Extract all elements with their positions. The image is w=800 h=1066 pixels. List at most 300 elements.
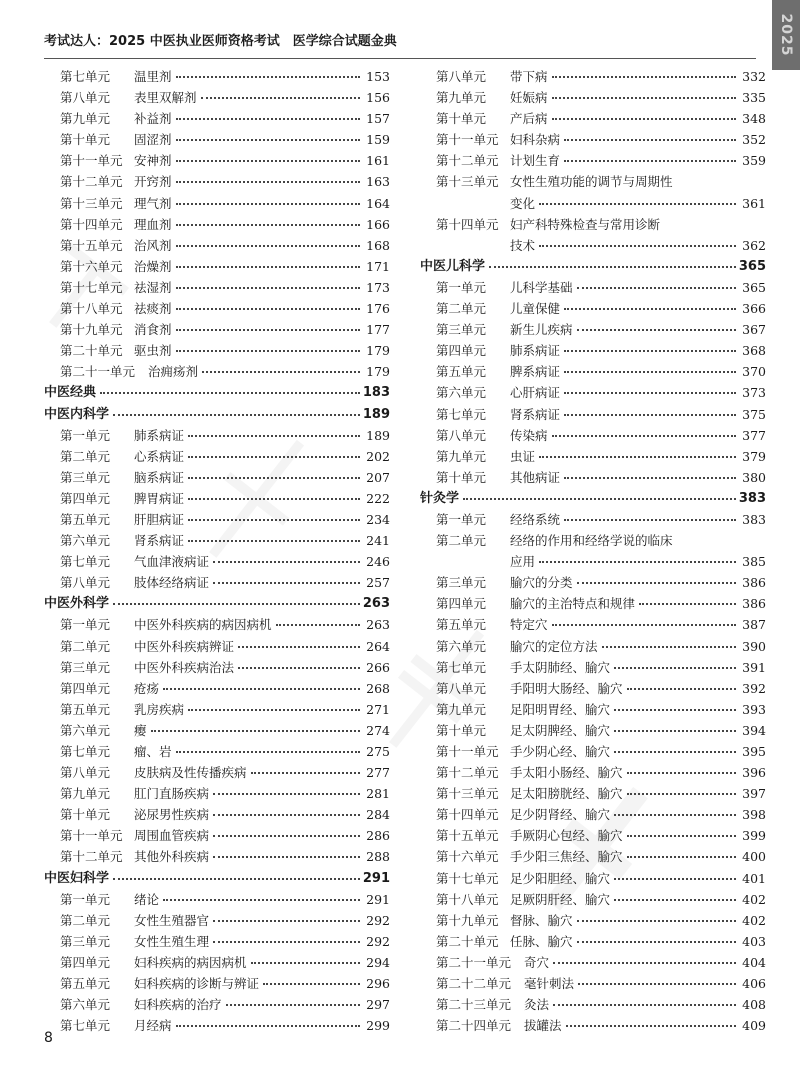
toc-leader-dots xyxy=(176,118,360,120)
toc-entry-row xyxy=(420,783,766,804)
toc-entry-title: 安神剂 xyxy=(134,153,172,169)
toc-unit-label: 第十四单元 xyxy=(60,216,123,232)
toc-leader-dots xyxy=(113,878,360,880)
toc-entry-title: 固涩剂 xyxy=(134,132,172,148)
toc-page-number: 177 xyxy=(366,322,390,338)
toc-page-number: 274 xyxy=(366,722,390,738)
toc-unit-label: 第六单元 xyxy=(436,385,487,401)
toc-page-number: 183 xyxy=(362,385,390,401)
toc-entry-row xyxy=(44,66,390,87)
toc-leader-dots xyxy=(213,814,360,816)
toc-unit-label: 第四单元 xyxy=(436,343,487,359)
toc-unit-label: 第十八单元 xyxy=(436,891,499,907)
toc-unit-label: 第十六单元 xyxy=(60,258,123,274)
toc-unit-label: 第四单元 xyxy=(60,954,111,970)
toc-page-number: 383 xyxy=(738,490,766,506)
toc-page-number: 348 xyxy=(742,111,766,127)
toc-leader-dots xyxy=(202,371,360,373)
toc-entry-row xyxy=(44,614,390,635)
toc-unit-label: 第八单元 xyxy=(436,69,487,84)
toc-page-number: 266 xyxy=(366,659,390,675)
toc-unit-label: 第十一单元 xyxy=(436,132,499,148)
toc-entry-row xyxy=(44,171,390,192)
toc-unit-label: 第十九单元 xyxy=(436,912,499,928)
toc-page-number: 386 xyxy=(742,596,766,612)
toc-entry-title: 足少阴肾经、腧穴 xyxy=(510,807,611,823)
toc-unit-label: 第八单元 xyxy=(60,765,111,781)
toc-entry-title: 腧穴的主治特点和规律 xyxy=(510,596,636,612)
toc-entry-title: 督脉、腧穴 xyxy=(510,912,573,928)
toc-entry-row xyxy=(420,657,766,678)
toc-page-number: 171 xyxy=(366,258,390,274)
toc-unit-label: 第六单元 xyxy=(60,997,111,1013)
toc-page-number: 335 xyxy=(742,90,766,106)
toc-entry-title: 疮疡 xyxy=(134,680,160,696)
toc-leader-dots xyxy=(176,76,360,78)
toc-page-number: 277 xyxy=(366,765,390,781)
toc-section-title: 中医内科学 xyxy=(44,406,110,422)
toc-leader-dots xyxy=(213,793,360,795)
page-number: 8 xyxy=(44,1030,53,1046)
toc-entry-row xyxy=(420,361,766,382)
toc-unit-label: 第十九单元 xyxy=(60,322,123,338)
toc-unit-label: 第八单元 xyxy=(60,90,111,106)
toc-page-number: 275 xyxy=(366,744,390,759)
toc-entry-title: 妊娠病 xyxy=(510,90,548,106)
toc-page-number: 368 xyxy=(742,343,766,359)
toc-leader-dots xyxy=(188,456,360,458)
toc-page-number: 395 xyxy=(742,744,766,759)
toc-entry-title: 肢体经络病证 xyxy=(134,575,210,591)
toc-entry-title: 脾胃病证 xyxy=(134,490,185,506)
toc-unit-label: 第二单元 xyxy=(436,533,487,549)
toc-entry-row xyxy=(44,235,390,256)
toc-page-number: 281 xyxy=(366,786,390,802)
toc-page-number: 366 xyxy=(742,301,766,317)
toc-unit-label: 第二十一单元 xyxy=(436,954,512,970)
toc-entry-row xyxy=(44,720,390,741)
toc-entry-title: 新生儿疾病 xyxy=(510,322,573,338)
toc-leader-dots xyxy=(113,414,360,416)
toc-entry-title: 妇产科特殊检查与常用诊断 xyxy=(510,216,661,232)
toc-leader-dots xyxy=(577,920,736,922)
toc-entry-row xyxy=(44,193,390,214)
toc-page-number: 400 xyxy=(742,849,766,865)
toc-entry-row xyxy=(420,298,766,319)
toc-entry-title: 肝胆病证 xyxy=(134,511,185,527)
toc-leader-dots xyxy=(213,941,360,943)
toc-section-row xyxy=(420,488,766,509)
toc-page-number: 164 xyxy=(366,195,390,211)
toc-entry-title: 妇科杂病 xyxy=(510,132,561,148)
toc-entry-row xyxy=(44,889,390,910)
toc-page-number: 294 xyxy=(366,954,390,970)
toc-unit-label: 第十五单元 xyxy=(60,237,123,253)
toc-section-row xyxy=(44,593,390,614)
toc-leader-dots xyxy=(614,709,736,711)
toc-page-number: 373 xyxy=(742,385,766,401)
toc-entry-title: 补益剂 xyxy=(134,111,172,127)
toc-entry-title: 开窍剂 xyxy=(134,174,172,190)
toc-leader-dots xyxy=(553,1004,736,1006)
toc-section-row xyxy=(420,256,766,277)
toc-unit-label: 第九单元 xyxy=(60,786,111,802)
toc-entry-title: 足阳明胃经、腧穴 xyxy=(510,701,611,717)
toc-entry-title: 虫证 xyxy=(510,448,536,464)
toc-entry-row xyxy=(420,530,766,551)
toc-unit-label: 第四单元 xyxy=(60,490,111,506)
toc-entry-title: 手少阳三焦经、腧穴 xyxy=(510,849,623,865)
toc-entry-row xyxy=(420,910,766,931)
toc-leader-dots xyxy=(627,856,736,858)
toc-page-number: 207 xyxy=(366,469,390,485)
toc-page-number: 367 xyxy=(742,322,766,338)
toc-leader-dots xyxy=(463,498,736,500)
toc-leader-dots xyxy=(627,835,736,837)
toc-page-number: 386 xyxy=(742,575,766,591)
toc-page-number: 234 xyxy=(366,511,390,527)
toc-entry-title: 手少阴心经、腧穴 xyxy=(510,744,611,759)
toc-unit-label: 第九单元 xyxy=(436,448,487,464)
toc-page-number: 168 xyxy=(366,237,390,253)
toc-entry-row xyxy=(44,825,390,846)
toc-leader-dots xyxy=(552,435,736,437)
toc-entry-title: 中医外科疾病辨证 xyxy=(134,638,235,654)
toc-leader-dots xyxy=(238,646,360,648)
toc-entry-title: 表里双解剂 xyxy=(134,90,197,106)
toc-unit-label: 第二十三单元 xyxy=(436,997,512,1013)
toc-entry-title: 消食剂 xyxy=(134,322,172,338)
toc-leader-dots xyxy=(539,203,736,205)
toc-unit-label: 第五单元 xyxy=(60,511,111,527)
toc-entry-row xyxy=(420,699,766,720)
toc-entry-row xyxy=(44,678,390,699)
toc-entry-row xyxy=(44,551,390,572)
toc-entry-title: 经络系统 xyxy=(510,511,561,527)
toc-leader-dots xyxy=(213,856,360,858)
toc-page-number: 157 xyxy=(366,111,390,127)
toc-unit-label: 第二十四单元 xyxy=(436,1018,512,1034)
toc-unit-label: 第十单元 xyxy=(436,722,487,738)
toc-entry-title: 任脉、腧穴 xyxy=(510,933,573,949)
toc-unit-label: 第十三单元 xyxy=(436,786,499,802)
toc-entry-row xyxy=(420,614,766,635)
toc-page-number: 156 xyxy=(366,90,390,106)
toc-unit-label: 第十六单元 xyxy=(436,849,499,865)
toc-entry-row xyxy=(420,108,766,129)
toc-page-number: 189 xyxy=(366,427,390,443)
toc-entry-row xyxy=(420,319,766,340)
toc-leader-dots xyxy=(552,76,736,78)
toc-page-number: 271 xyxy=(366,701,390,717)
toc-entry-row xyxy=(44,129,390,150)
toc-page-number: 291 xyxy=(362,870,390,886)
toc-unit-label: 第二十单元 xyxy=(60,343,123,359)
toc-leader-dots xyxy=(539,561,736,563)
toc-entry-title: 祛湿剂 xyxy=(134,279,172,295)
toc-unit-label: 第十单元 xyxy=(60,807,111,823)
toc-page-number: 408 xyxy=(742,997,766,1013)
toc-entry-title: 心肝病证 xyxy=(510,385,561,401)
toc-unit-label: 第五单元 xyxy=(436,617,487,633)
toc-entry-title: 脑系病证 xyxy=(134,469,185,485)
toc-entry-row xyxy=(44,973,390,994)
toc-entry-row xyxy=(420,467,766,488)
toc-entry-row xyxy=(420,846,766,867)
toc-leader-dots xyxy=(566,1025,736,1027)
toc-page-number: 362 xyxy=(742,237,766,253)
toc-leader-dots xyxy=(564,477,736,479)
toc-page-number: 222 xyxy=(366,490,390,506)
toc-entry-title: 泌尿男性疾病 xyxy=(134,807,210,823)
toc-leader-dots xyxy=(188,498,360,500)
toc-leader-dots xyxy=(163,899,360,901)
toc-page-number: 161 xyxy=(366,153,390,169)
toc-entry-row xyxy=(420,404,766,425)
toc-entry-row xyxy=(44,910,390,931)
toc-page-number: 189 xyxy=(362,406,390,422)
toc-entry-row xyxy=(44,150,390,171)
toc-leader-dots xyxy=(564,519,736,521)
toc-entry-title: 女性生殖器官 xyxy=(134,912,210,928)
toc-section-title: 中医外科学 xyxy=(44,596,110,612)
toc-entry-title: 绪论 xyxy=(134,891,160,907)
toc-left-column xyxy=(44,66,390,1036)
toc-unit-label: 第四单元 xyxy=(436,596,487,612)
toc-page-number: 387 xyxy=(742,617,766,633)
toc-leader-dots xyxy=(614,730,736,732)
toc-entry-title: 足太阳膀胱经、腧穴 xyxy=(510,786,623,802)
toc-unit-label: 第六单元 xyxy=(60,533,111,549)
toc-leader-dots xyxy=(564,139,736,141)
toc-unit-label: 第六单元 xyxy=(60,722,111,738)
toc-page-number: 409 xyxy=(742,1018,766,1034)
toc-entry-row xyxy=(420,193,766,214)
toc-entry-title: 儿科学基础 xyxy=(510,279,573,295)
toc-leader-dots xyxy=(553,962,736,964)
toc-unit-label: 第十七单元 xyxy=(436,870,499,886)
toc-entry-title: 中医外科疾病的病因病机 xyxy=(134,617,272,633)
toc-unit-label: 第十一单元 xyxy=(60,153,123,169)
toc-unit-label: 第十七单元 xyxy=(60,279,123,295)
toc-unit-label: 第十单元 xyxy=(436,469,487,485)
toc-entry-row xyxy=(44,488,390,509)
toc-entry-row xyxy=(420,720,766,741)
toc-unit-label: 第十五单元 xyxy=(436,828,499,844)
toc-entry-title: 足厥阴肝经、腧穴 xyxy=(510,891,611,907)
toc-page-number: 159 xyxy=(366,132,390,148)
toc-entry-row xyxy=(420,868,766,889)
toc-unit-label: 第十单元 xyxy=(60,132,111,148)
toc-page-number: 398 xyxy=(742,807,766,823)
toc-entry-title: 温里剂 xyxy=(134,69,172,84)
toc-unit-label: 第八单元 xyxy=(436,427,487,443)
toc-leader-dots xyxy=(163,688,360,690)
toc-unit-label: 第二十二单元 xyxy=(436,976,512,992)
toc-page-number: 257 xyxy=(366,575,390,591)
toc-entry-row xyxy=(44,657,390,678)
toc-leader-dots xyxy=(213,835,360,837)
toc-entry-row xyxy=(420,931,766,952)
toc-unit-label: 第三单元 xyxy=(60,469,111,485)
toc-entry-row xyxy=(44,340,390,361)
toc-entry-row xyxy=(44,699,390,720)
toc-leader-dots xyxy=(213,582,360,584)
toc-leader-dots xyxy=(176,224,360,226)
toc-entry-row xyxy=(420,678,766,699)
toc-leader-dots xyxy=(188,709,360,711)
toc-leader-dots xyxy=(627,793,736,795)
toc-entry-row xyxy=(44,319,390,340)
toc-page-number: 393 xyxy=(742,701,766,717)
year-tab xyxy=(772,0,800,70)
toc-leader-dots xyxy=(578,983,736,985)
toc-leader-dots xyxy=(188,435,360,437)
toc-leader-dots xyxy=(614,667,736,669)
toc-entry-title: 治风剂 xyxy=(134,237,172,253)
toc-entry-title: 妇科疾病的病因病机 xyxy=(134,954,247,970)
toc-entry-row xyxy=(420,994,766,1015)
toc-leader-dots xyxy=(176,139,360,141)
toc-entry-row xyxy=(44,572,390,593)
toc-entry-row xyxy=(44,425,390,446)
toc-entry-title: 肾系病证 xyxy=(134,533,185,549)
toc-leader-dots xyxy=(577,287,736,289)
toc-leader-dots xyxy=(176,350,360,352)
toc-entry-row xyxy=(44,467,390,488)
toc-unit-label: 第七单元 xyxy=(436,659,487,675)
toc-unit-label: 第一单元 xyxy=(60,427,111,443)
toc-entry-title: 祛痰剂 xyxy=(134,301,172,317)
toc-section-row xyxy=(44,868,390,889)
toc-leader-dots xyxy=(627,688,736,690)
toc-leader-dots xyxy=(188,540,360,542)
toc-entry-row xyxy=(420,952,766,973)
toc-unit-label: 第二单元 xyxy=(60,638,111,654)
toc-unit-label: 第九单元 xyxy=(436,701,487,717)
toc-entry-row xyxy=(44,846,390,867)
toc-page-number: 377 xyxy=(742,427,766,443)
toc-leader-dots xyxy=(188,477,360,479)
toc-leader-dots xyxy=(602,646,736,648)
toc-page-number: 390 xyxy=(742,638,766,654)
toc-entry-title: 肺系病证 xyxy=(510,343,561,359)
toc-unit-label: 第五单元 xyxy=(436,364,487,380)
toc-unit-label: 第二十单元 xyxy=(436,933,499,949)
toc-page-number: 263 xyxy=(362,596,390,612)
toc-unit-label: 第二单元 xyxy=(436,301,487,317)
toc-entry-row xyxy=(420,509,766,530)
toc-page-number: 246 xyxy=(366,554,390,570)
toc-entry-row xyxy=(420,150,766,171)
toc-entry-row xyxy=(420,87,766,108)
toc-entry-row xyxy=(44,804,390,825)
toc-entry-row xyxy=(44,87,390,108)
toc-leader-dots xyxy=(614,878,736,880)
toc-page-number: 153 xyxy=(366,69,390,84)
toc-entry-title: 经络的作用和经络学说的临床 xyxy=(510,533,673,549)
toc-page-number: 394 xyxy=(742,722,766,738)
toc-page-number: 352 xyxy=(742,132,766,148)
toc-entry-title: 肾系病证 xyxy=(510,406,561,422)
toc-entry-row xyxy=(420,973,766,994)
toc-entry-title: 足太阴脾经、腧穴 xyxy=(510,722,611,738)
toc-unit-label: 第二单元 xyxy=(60,912,111,928)
toc-unit-label: 第七单元 xyxy=(60,1018,111,1034)
toc-entry-title: 计划生育 xyxy=(510,153,561,169)
toc-leader-dots xyxy=(176,245,360,247)
toc-leader-dots xyxy=(539,456,736,458)
toc-leader-dots xyxy=(201,97,360,99)
toc-unit-label: 第一单元 xyxy=(436,511,487,527)
toc-leader-dots xyxy=(552,97,736,99)
toc-unit-label: 第十八单元 xyxy=(60,301,123,317)
toc-page-number: 286 xyxy=(366,828,390,844)
toc-unit-label: 第三单元 xyxy=(60,659,111,675)
toc-entry-row xyxy=(420,572,766,593)
toc-leader-dots xyxy=(151,730,360,732)
toc-entry-title: 瘤、岩 xyxy=(134,744,172,759)
toc-leader-dots xyxy=(564,414,736,416)
toc-page-number: 359 xyxy=(742,153,766,169)
toc-page-number: 297 xyxy=(366,997,390,1013)
toc-entry-title: 瘿 xyxy=(134,722,147,738)
toc-page-number: 291 xyxy=(366,891,390,907)
toc-page-number: 288 xyxy=(366,849,390,865)
toc-page-number: 375 xyxy=(742,406,766,422)
toc-entry-title: 毫针刺法 xyxy=(524,976,575,992)
toc-entry-title: 理血剂 xyxy=(134,216,172,232)
toc-page-number: 402 xyxy=(742,912,766,928)
toc-page-number: 402 xyxy=(742,891,766,907)
toc-entry-row xyxy=(420,551,766,572)
toc-page-number: 299 xyxy=(366,1018,390,1034)
toc-leader-dots xyxy=(113,603,360,605)
toc-entry-title: 肺系病证 xyxy=(134,427,185,443)
toc-unit-label: 第一单元 xyxy=(60,891,111,907)
toc-leader-dots xyxy=(176,160,360,162)
toc-entry-row xyxy=(44,530,390,551)
toc-leader-dots xyxy=(176,308,360,310)
toc-entry-title: 女性生殖功能的调节与周期性 xyxy=(510,174,673,190)
toc-unit-label: 第八单元 xyxy=(436,680,487,696)
toc-entry-title: 治痈疡剂 xyxy=(148,364,199,380)
toc-leader-dots xyxy=(100,392,360,394)
toc-page-number: 179 xyxy=(366,343,390,359)
toc-unit-label: 第一单元 xyxy=(60,617,111,633)
toc-page-number: 163 xyxy=(366,174,390,190)
toc-leader-dots xyxy=(577,941,736,943)
toc-entry-title: 乳房疾病 xyxy=(134,701,185,717)
toc-entry-title: 皮肤病及性传播疾病 xyxy=(134,765,247,781)
toc-unit-label: 第一单元 xyxy=(436,279,487,295)
toc-leader-dots xyxy=(552,118,736,120)
toc-page-number: 292 xyxy=(366,933,390,949)
toc-leader-dots xyxy=(176,751,360,753)
toc-entry-title: 灸法 xyxy=(524,997,550,1013)
toc-entry-row xyxy=(420,593,766,614)
toc-entry-row xyxy=(44,636,390,657)
toc-entry-row xyxy=(420,741,766,762)
toc-entry-title: 中医外科疾病治法 xyxy=(134,659,235,675)
toc-entry-row xyxy=(420,340,766,361)
toc-entry-title: 带下病 xyxy=(510,69,548,84)
toc-entry-title: 气血津液病证 xyxy=(134,554,210,570)
toc-entry-title: 妇科疾病的治疗 xyxy=(134,997,222,1013)
toc-leader-dots xyxy=(614,751,736,753)
toc-unit-label: 第六单元 xyxy=(436,638,487,654)
toc-entry-title: 手太阴肺经、腧穴 xyxy=(510,659,611,675)
